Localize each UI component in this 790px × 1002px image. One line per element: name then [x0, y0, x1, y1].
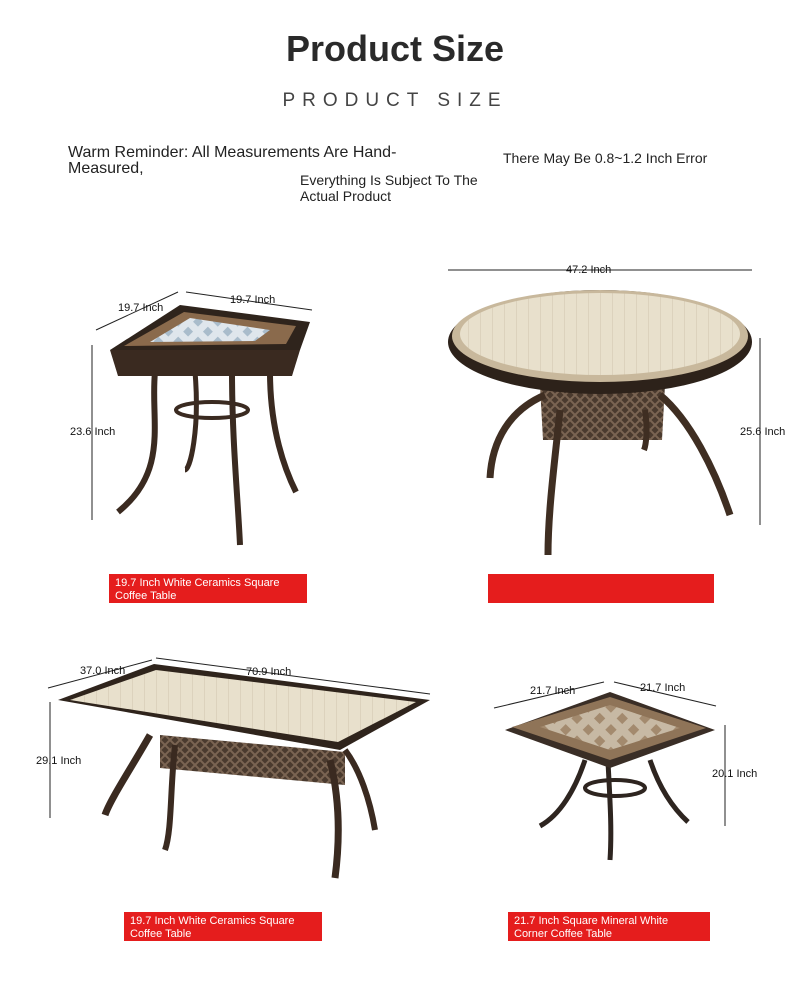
corner-table-width-label: 21.7 Inch — [640, 682, 686, 694]
corner-table-depth-label: 21.7 Inch — [530, 685, 576, 697]
square-table-height-label: 23.6 Inch — [70, 426, 116, 438]
product-tag-round-table — [488, 574, 714, 603]
corner-table-height-label: 20.1 Inch — [712, 768, 758, 780]
page-subtitle: PRODUCT SIZE — [282, 90, 508, 111]
product-tag-corner-coffee-table: 21.7 Inch Square Mineral White Corner Coffee Table — [508, 912, 710, 941]
rectangle-table-depth-label: 37.0 Inch — [80, 665, 126, 677]
product-tag-square-coffee-table: 19.7 Inch White Ceramics Square Coffee Table — [109, 574, 307, 603]
square-table-width-label: 19.7 Inch — [230, 294, 276, 306]
rectangle-table-width-label: 70.9 Inch — [246, 666, 292, 678]
round-table-image — [448, 290, 752, 555]
error-note: There May Be 0.8~1.2 Inch Error — [503, 150, 708, 166]
page-title: Product Size — [285, 28, 505, 69]
warm-reminder-note: Warm Reminder: All Measurements Are Hand-Measured, — [68, 144, 397, 177]
subject-note: Everything Is Subject To The Actual Product — [300, 172, 478, 204]
corner-coffee-table-image — [505, 692, 715, 860]
round-table-diameter-label: 47.2 Inch — [566, 264, 612, 276]
square-coffee-table-image — [110, 305, 310, 545]
rectangle-table-height-label: 29.1 Inch — [36, 755, 82, 767]
square-table-depth-label: 19.7 Inch — [118, 302, 164, 314]
round-table-height-label: 25.6 Inch — [740, 426, 786, 438]
product-tag-rectangle-table: 19.7 Inch White Ceramics Square Coffee Table — [124, 912, 322, 941]
rectangle-table-image — [58, 664, 430, 878]
